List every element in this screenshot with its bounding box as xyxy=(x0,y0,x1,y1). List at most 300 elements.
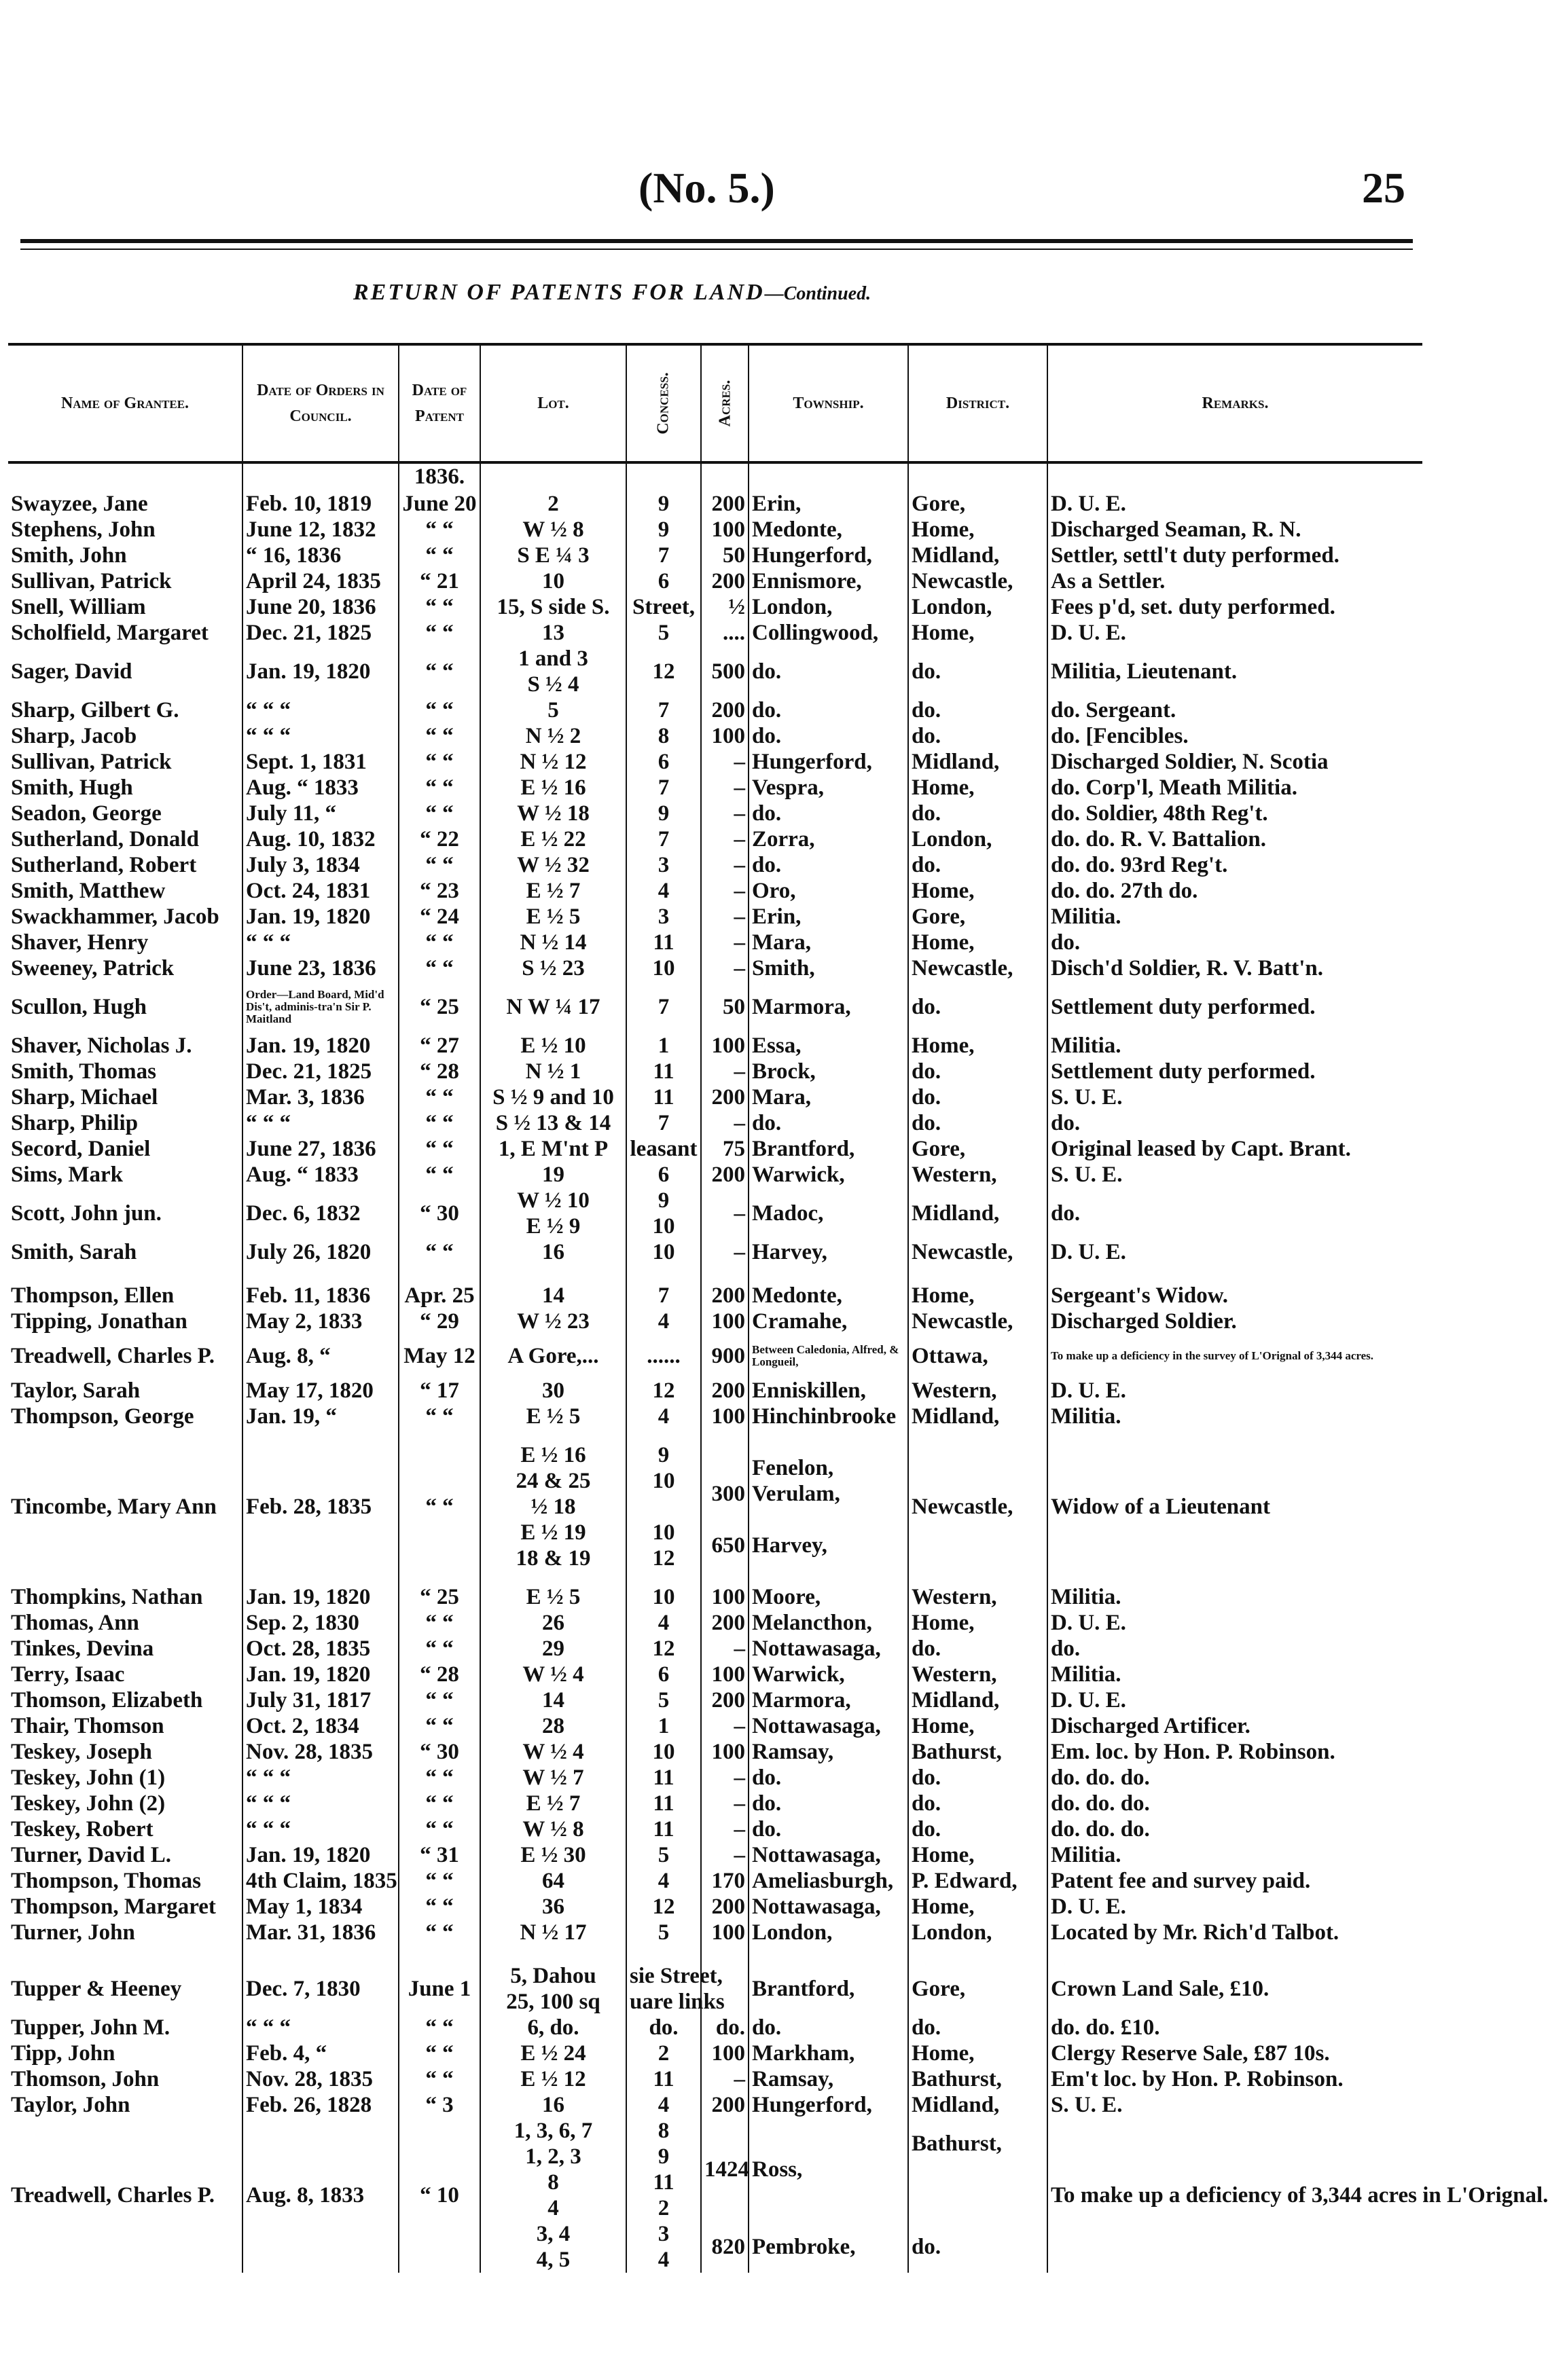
table-cell: June 20 xyxy=(399,491,480,517)
table-cell: do. xyxy=(908,646,1047,697)
table-cell: 4 xyxy=(626,1308,701,1334)
table-cell: Feb. 10, 1819 xyxy=(242,491,399,517)
table-cell: – xyxy=(701,1765,749,1791)
table-cell: “ “ xyxy=(399,1868,480,1894)
table-cell: Midland, xyxy=(908,1687,1047,1713)
table-row xyxy=(8,594,1422,620)
table-cell: Newcastle, xyxy=(908,955,1047,981)
table-cell: do. xyxy=(908,981,1047,1033)
table-cell: Shaver, Nicholas J. xyxy=(11,1033,192,1058)
table-row xyxy=(8,1188,1422,1239)
table-cell: “ “ xyxy=(399,697,480,723)
table-cell: – xyxy=(701,878,749,904)
table-cell: Markham, xyxy=(749,2040,908,2066)
table-cell: do. xyxy=(749,1765,908,1791)
table-cell: 13 xyxy=(480,620,626,646)
table-row xyxy=(8,1713,1422,1739)
table-cell: do. do. 27th do. xyxy=(1047,878,1422,904)
table-cell: “ “ xyxy=(399,517,480,543)
table-cell: “ “ xyxy=(399,930,480,955)
table-cell: E ½ 16 24 & 25 ½ 18 E ½ 19 18 & 19 xyxy=(480,1429,626,1584)
table-cell: Home, xyxy=(908,1713,1047,1739)
table-cell: Militia. xyxy=(1047,904,1422,930)
table-cell: W ½ 10 E ½ 9 xyxy=(480,1188,626,1239)
table-cell: Settler, settl't duty performed. xyxy=(1047,543,1422,568)
table-cell: do. do. do. xyxy=(1047,1816,1422,1842)
table-row xyxy=(8,1610,1422,1636)
document-title xyxy=(353,280,871,306)
table-cell: “ “ xyxy=(399,749,480,775)
table-cell: Bathurst, xyxy=(908,1739,1047,1765)
table-cell: Oct. 24, 1831 xyxy=(242,878,399,904)
table-cell: D. U. E. xyxy=(1047,1687,1422,1713)
table-cell: June 27, 1836 xyxy=(242,1136,399,1162)
table-cell: Sharp, Jacob xyxy=(11,724,137,748)
table-cell: 11 xyxy=(626,1059,701,1084)
table-cell: May 1, 1834 xyxy=(242,1894,399,1920)
header-rule-thick xyxy=(20,239,1413,243)
table-cell: 4 xyxy=(626,1868,701,1894)
table-cell: do. do. £10. xyxy=(1047,2015,1422,2040)
table-row xyxy=(8,1110,1422,1136)
table-cell: Aug. 8, 1833 xyxy=(242,2118,399,2273)
table-cell: N ½ 1 xyxy=(480,1059,626,1084)
table-row xyxy=(8,1894,1422,1920)
table-cell: E ½ 7 xyxy=(480,1791,626,1816)
table-cell: Turner, John xyxy=(11,1920,135,1945)
table-cell: D. U. E. xyxy=(1047,491,1422,517)
table-cell: “ “ xyxy=(399,723,480,749)
table-cell: 170 xyxy=(701,1868,749,1894)
table-cell: E ½ 7 xyxy=(480,878,626,904)
table-cell: 200 xyxy=(701,1084,749,1110)
table-cell: S ½ 23 xyxy=(480,955,626,981)
table-row xyxy=(8,491,1422,517)
table-row xyxy=(8,749,1422,775)
table-cell: – xyxy=(701,1188,749,1239)
table-cell: 100 xyxy=(701,1033,749,1059)
table-cell: 200 xyxy=(701,2092,749,2118)
table-cell: E ½ 12 xyxy=(480,2066,626,2092)
table-cell: 10 xyxy=(626,1239,701,1265)
table-row xyxy=(8,1842,1422,1868)
table-cell: Nottawasaga, xyxy=(749,1842,908,1868)
header-row xyxy=(8,344,1422,462)
table-cell: Taylor, John xyxy=(11,2093,130,2117)
title-continued: —Continued. xyxy=(764,283,871,304)
table-cell: Jan. 19, 1820 xyxy=(242,1842,399,1868)
table-cell: “ “ xyxy=(399,1429,480,1584)
table-cell: “ 3 xyxy=(399,2092,480,2118)
table-cell: 19 xyxy=(480,1162,626,1188)
table-cell: Newcastle, xyxy=(908,1239,1047,1265)
table-cell: Clergy Reserve Sale, £87 10s. xyxy=(1047,2040,1422,2066)
table-cell: Gore, xyxy=(908,1963,1047,2015)
year-label: 1836. xyxy=(399,462,480,491)
table-cell: Home, xyxy=(908,1610,1047,1636)
table-cell: Sullivan, Patrick xyxy=(11,750,172,774)
table-cell: 5, Dahou 25, 100 sq xyxy=(480,1963,626,2015)
table-cell: “ “ xyxy=(399,646,480,697)
table-cell: Sager, David xyxy=(11,659,132,684)
table-cell: “ “ xyxy=(399,775,480,801)
table-cell: Western, xyxy=(908,1662,1047,1687)
table-cell: Thompson, George xyxy=(11,1404,194,1429)
table-cell: Mar. 31, 1836 xyxy=(242,1920,399,1945)
table-cell: 28 xyxy=(480,1713,626,1739)
table-cell: do. Soldier, 48th Reg't. xyxy=(1047,801,1422,826)
table-cell: 6, do. xyxy=(480,2015,626,2040)
title-text: RETURN OF PATENTS FOR LAND xyxy=(353,280,765,305)
table-cell: Brantford, xyxy=(749,1136,908,1162)
table-cell: 7 xyxy=(626,775,701,801)
table-cell: 10 xyxy=(626,1584,701,1610)
table-cell: Hinchinbrooke xyxy=(749,1404,908,1429)
table-cell: “ “ xyxy=(399,620,480,646)
table-cell: Scullon, Hugh xyxy=(11,995,147,1019)
table-cell: – xyxy=(701,2066,749,2092)
table-cell: “ 24 xyxy=(399,904,480,930)
table-cell: 1, 3, 6, 7 1, 2, 3 8 4 3, 4 4, 5 xyxy=(480,2118,626,2273)
table-cell: Western, xyxy=(908,1378,1047,1404)
table-cell: – xyxy=(701,1636,749,1662)
table-cell: “ 30 xyxy=(399,1739,480,1765)
table-cell: ½ xyxy=(701,594,749,620)
table-cell: do. Sergeant. xyxy=(1047,697,1422,723)
table-cell: Sergeant's Widow. xyxy=(1047,1283,1422,1308)
page-number: 25 xyxy=(1362,164,1405,212)
table-cell: 9 10 xyxy=(626,1188,701,1239)
table-cell: Home, xyxy=(908,2040,1047,2066)
table-cell: E ½ 5 xyxy=(480,904,626,930)
table-cell: W ½ 7 xyxy=(480,1765,626,1791)
table-cell: N ½ 17 xyxy=(480,1920,626,1945)
table-cell: 11 xyxy=(626,1791,701,1816)
table-row xyxy=(8,543,1422,568)
table-cell: Hungerford, xyxy=(749,2092,908,2118)
table-cell: 3 xyxy=(626,852,701,878)
table-cell: Militia. xyxy=(1047,1033,1422,1059)
table-cell: London, xyxy=(908,826,1047,852)
table-row xyxy=(8,1239,1422,1265)
table-row xyxy=(8,1584,1422,1610)
table-cell: Sep. 2, 1830 xyxy=(242,1610,399,1636)
table-cell: Aug. 10, 1832 xyxy=(242,826,399,852)
table-cell: ...... xyxy=(626,1334,701,1378)
table-row xyxy=(8,775,1422,801)
table-cell: Secord, Daniel xyxy=(11,1137,151,1161)
table-cell: W ½ 4 xyxy=(480,1739,626,1765)
table-cell: sie Street, uare links xyxy=(626,1963,701,2015)
table-cell: Enniskillen, xyxy=(749,1378,908,1404)
table-cell: June 20, 1836 xyxy=(242,594,399,620)
table-cell: – xyxy=(701,1713,749,1739)
table-cell: 100 xyxy=(701,1739,749,1765)
table-cell: “ “ “ xyxy=(242,697,399,723)
table-cell: Settlement duty performed. xyxy=(1047,981,1422,1033)
table-cell: W ½ 8 xyxy=(480,517,626,543)
table-cell: – xyxy=(701,1791,749,1816)
table-cell: Nov. 28, 1835 xyxy=(242,1739,399,1765)
table-cell: Dec. 21, 1825 xyxy=(242,1059,399,1084)
col-header-district: District. xyxy=(908,344,1047,462)
table-row xyxy=(8,1283,1422,1308)
table-cell: Home, xyxy=(908,1033,1047,1059)
table-cell: Militia. xyxy=(1047,1584,1422,1610)
table-row xyxy=(8,1816,1422,1842)
table-cell: do. xyxy=(908,852,1047,878)
table-cell: “ “ “ xyxy=(242,930,399,955)
table-cell: To make up a deficiency in the survey of L'Orignal of 3,344 acres. xyxy=(1047,1334,1422,1378)
table-cell: – xyxy=(701,930,749,955)
table-cell: 100 xyxy=(701,1662,749,1687)
table-cell: Em't loc. by Hon. P. Robinson. xyxy=(1047,2066,1422,2092)
table-cell: Discharged Seaman, R. N. xyxy=(1047,517,1422,543)
table-cell: Tipping, Jonathan xyxy=(11,1309,187,1334)
table-cell: – xyxy=(701,904,749,930)
table-cell: Moore, xyxy=(749,1584,908,1610)
table-cell: do. xyxy=(1047,1636,1422,1662)
table-row xyxy=(8,826,1422,852)
patents-table xyxy=(8,343,1548,2273)
table-cell: Thomson, Elizabeth xyxy=(11,1688,203,1713)
table-cell: Vespra, xyxy=(749,775,908,801)
table-cell: Widow of a Lieutenant xyxy=(1047,1429,1422,1584)
table-cell: Marmora, xyxy=(749,1687,908,1713)
table-cell: Home, xyxy=(908,517,1047,543)
table-cell: do. xyxy=(908,1816,1047,1842)
table-cell: 7 xyxy=(626,1110,701,1136)
table-cell: Mara, xyxy=(749,1084,908,1110)
table-cell: do. xyxy=(749,697,908,723)
table-cell: N ½ 2 xyxy=(480,723,626,749)
table-cell: “ 22 xyxy=(399,826,480,852)
table-cell: Ramsay, xyxy=(749,2066,908,2092)
table-cell: Sutherland, Donald xyxy=(11,827,199,852)
table-cell: 75 xyxy=(701,1136,749,1162)
table-cell: do. xyxy=(749,801,908,826)
col-header-name: Name of Grantee. xyxy=(8,344,242,462)
table-cell: 100 xyxy=(701,517,749,543)
table-cell: do. xyxy=(626,2015,701,2040)
table-cell: Bathurst, xyxy=(908,2066,1047,2092)
table-cell: July 11, “ xyxy=(242,801,399,826)
row-spacer xyxy=(8,1945,1422,1963)
table-cell: Smith, xyxy=(749,955,908,981)
table-cell: do. do. 93rd Reg't. xyxy=(1047,852,1422,878)
table-cell: 11 xyxy=(626,1084,701,1110)
table-row xyxy=(8,1308,1422,1334)
table-cell: “ “ xyxy=(399,801,480,826)
table-cell: – xyxy=(701,1842,749,1868)
table-cell: Teskey, John (2) xyxy=(11,1791,166,1816)
table-cell: Home, xyxy=(908,775,1047,801)
table-cell: “ “ xyxy=(399,1894,480,1920)
table-cell: 30 xyxy=(480,1378,626,1404)
table-cell: do. do. R. V. Battalion. xyxy=(1047,826,1422,852)
table-cell: Thair, Thomson xyxy=(11,1714,164,1738)
table-cell: leasant xyxy=(626,1136,701,1162)
col-header-township: Township. xyxy=(749,344,908,462)
table-row xyxy=(8,1378,1422,1404)
table-cell: Militia, Lieutenant. xyxy=(1047,646,1422,697)
table-cell: Patent fee and survey paid. xyxy=(1047,1868,1422,1894)
table-cell: Dec. 21, 1825 xyxy=(242,620,399,646)
table-cell: “ “ xyxy=(399,2066,480,2092)
table-row xyxy=(8,646,1422,697)
table-row xyxy=(8,1033,1422,1059)
table-cell: 4th Claim, 1835 xyxy=(242,1868,399,1894)
table-cell: Home, xyxy=(908,620,1047,646)
table-cell: “ “ “ xyxy=(242,1791,399,1816)
table-cell: “ “ xyxy=(399,955,480,981)
table-cell: Warwick, xyxy=(749,1662,908,1687)
col-header-patent: Date of Patent xyxy=(399,344,480,462)
table-cell: Tupper & Heeney xyxy=(11,1977,182,2001)
table-cell: D. U. E. xyxy=(1047,1239,1422,1265)
table-cell: Mar. 3, 1836 xyxy=(242,1084,399,1110)
table-cell: Sept. 1, 1831 xyxy=(242,749,399,775)
table-cell: N W ¼ 17 xyxy=(480,981,626,1033)
table-cell: E ½ 22 xyxy=(480,826,626,852)
col-header-orders: Date of Orders in Council. xyxy=(242,344,399,462)
table-cell: Swackhammer, Jacob xyxy=(11,904,219,929)
table-cell: Shaver, Henry xyxy=(11,930,149,955)
table-cell: Tupper, John M. xyxy=(11,2015,170,2040)
table-cell: “ “ xyxy=(399,1765,480,1791)
table-cell: Jan. 19, 1820 xyxy=(242,904,399,930)
table-cell: Order—Land Board, Mid'd Dis't, adminis-tra'n Sir P. Maitland xyxy=(242,981,399,1033)
table-cell: 6 xyxy=(626,749,701,775)
table-cell: “ 10 xyxy=(399,2118,480,2273)
table-cell: Gore, xyxy=(908,904,1047,930)
table-cell: Midland, xyxy=(908,1188,1047,1239)
header-rule-thin xyxy=(20,249,1413,250)
table-cell: July 31, 1817 xyxy=(242,1687,399,1713)
table-cell: – xyxy=(701,749,749,775)
table-cell: Medonte, xyxy=(749,517,908,543)
table-cell: Hungerford, xyxy=(749,543,908,568)
table-cell: W ½ 18 xyxy=(480,801,626,826)
table-cell: Turner, David L. xyxy=(11,1843,171,1867)
table-cell: 3 xyxy=(626,904,701,930)
table-row xyxy=(8,1136,1422,1162)
table-cell: June 23, 1836 xyxy=(242,955,399,981)
table-cell: Seadon, George xyxy=(11,801,162,826)
table-row xyxy=(8,1334,1422,1378)
table-cell: S. U. E. xyxy=(1047,1162,1422,1188)
table-cell: Scott, John jun. xyxy=(11,1201,162,1226)
table-cell: do. xyxy=(908,801,1047,826)
table-cell: 100 xyxy=(701,2040,749,2066)
table-cell: 6 xyxy=(626,1662,701,1687)
table-cell: Jan. 19, 1820 xyxy=(242,1584,399,1610)
table-cell: do. xyxy=(749,852,908,878)
table-cell: Tinkes, Devina xyxy=(11,1636,154,1661)
table-cell: Discharged Soldier. xyxy=(1047,1308,1422,1334)
table-cell: – xyxy=(701,775,749,801)
table-cell: do. xyxy=(1047,930,1422,955)
table-cell: “ “ xyxy=(399,1084,480,1110)
table-row xyxy=(8,930,1422,955)
table-cell: “ “ xyxy=(399,2015,480,2040)
table-cell: do. xyxy=(749,2015,908,2040)
table-cell: 4 xyxy=(626,2092,701,2118)
table-row xyxy=(8,1963,1422,2015)
table-cell: 2 xyxy=(480,491,626,517)
table-cell: Thompkins, Nathan xyxy=(11,1585,203,1609)
table-cell: Aug. “ 1833 xyxy=(242,775,399,801)
table-cell: Sweeney, Patrick xyxy=(11,956,175,981)
table-row xyxy=(8,517,1422,543)
table-row xyxy=(8,1687,1422,1713)
table-cell: 1 xyxy=(626,1713,701,1739)
table-cell: 100 xyxy=(701,1404,749,1429)
table-cell: 11 xyxy=(626,1816,701,1842)
table-cell: 1, E M'nt P xyxy=(480,1136,626,1162)
table-cell: Discharged Artificer. xyxy=(1047,1713,1422,1739)
table-row xyxy=(8,723,1422,749)
table-cell: E ½ 30 xyxy=(480,1842,626,1868)
table-cell: 5 xyxy=(480,697,626,723)
table-cell: do. do. do. xyxy=(1047,1791,1422,1816)
table-cell: “ “ xyxy=(399,594,480,620)
table-cell: Settlement duty performed. xyxy=(1047,1059,1422,1084)
table-cell: 9 10 10 12 xyxy=(626,1429,701,1584)
table-cell: Mara, xyxy=(749,930,908,955)
table-cell: D. U. E. xyxy=(1047,1378,1422,1404)
table-cell: 64 xyxy=(480,1868,626,1894)
table-cell: Teskey, Robert xyxy=(11,1817,154,1842)
table-cell: Midland, xyxy=(908,749,1047,775)
table-cell: Aug. “ 1833 xyxy=(242,1162,399,1188)
table-cell: Thompson, Margaret xyxy=(11,1894,216,1919)
table-cell: do. xyxy=(749,1791,908,1816)
table-cell: Smith, Matthew xyxy=(11,879,166,903)
table-cell: Midland, xyxy=(908,2092,1047,2118)
table-cell: 5 xyxy=(626,1920,701,1945)
table-cell: do. xyxy=(749,1816,908,1842)
table-cell: S ½ 9 and 10 xyxy=(480,1084,626,1110)
table-cell: 2 xyxy=(626,2040,701,2066)
table-cell: 100 xyxy=(701,1920,749,1945)
table-cell: Home, xyxy=(908,1283,1047,1308)
table-cell: 36 xyxy=(480,1894,626,1920)
table-cell: April 24, 1835 xyxy=(242,568,399,594)
table-cell: Home, xyxy=(908,930,1047,955)
col-header-acres: Acres. xyxy=(701,344,749,462)
table-cell: “ 28 xyxy=(399,1059,480,1084)
table-cell: Home, xyxy=(908,1842,1047,1868)
table-cell: 12 xyxy=(626,1894,701,1920)
table-cell: Teskey, Joseph xyxy=(11,1740,152,1764)
table-cell: 11 xyxy=(626,1765,701,1791)
table-cell: do. Corp'l, Meath Militia. xyxy=(1047,775,1422,801)
table-cell: 16 xyxy=(480,2092,626,2118)
table-cell: “ 25 xyxy=(399,1584,480,1610)
table-cell: Medonte, xyxy=(749,1283,908,1308)
table-cell: do. xyxy=(749,723,908,749)
table-cell: Oro, xyxy=(749,878,908,904)
table-cell: Discharged Soldier, N. Scotia xyxy=(1047,749,1422,775)
table-cell: Treadwell, Charles P. xyxy=(11,1344,215,1368)
table-cell: Apr. 25 xyxy=(399,1283,480,1308)
table-cell: S. U. E. xyxy=(1047,1084,1422,1110)
table-cell: “ “ xyxy=(399,1162,480,1188)
table-cell: 16 xyxy=(480,1239,626,1265)
table-cell: “ 17 xyxy=(399,1378,480,1404)
table-cell: “ “ xyxy=(399,1610,480,1636)
